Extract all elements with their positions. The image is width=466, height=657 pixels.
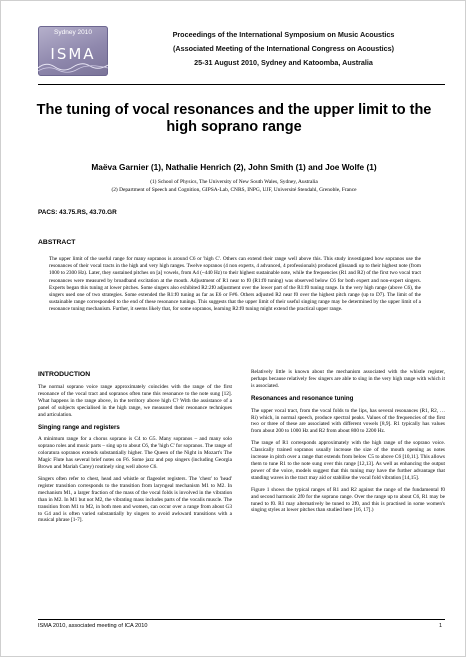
left-column (38, 384, 232, 529)
abstract-text: The upper limit of the useful range for many sopranos is around C6 or 'high C'. Others can extend their range well above this. This study investigated how sopranos use the resonances of their vocal tracts in the high and very high ranges. Twelve sopranos (4 non experts, 4 advanced, 4 professionals) produced glissandi up to their highest note (from 1000 to 2300 Hz). Later, they sustained pitches on [a] vowels, from A4 (~440 Hz) to their highest sustainable note, while the frequencies (R1 and R2) of the first two vocal tract resonances were measured by broadband excitation at the mouth. Adjustment of R1 near to f0 (R1:f0 tuning) was observed below C6 for both expert and non-expert singers. Experts began this tuning at lower pitches. Some singers also exhibited R2:2f0 adjustment over the lower part of the R1:f0 tuning range. In the very high range (above C6), the singers used one of two strategies. Some extended the R1:f0 tuning as far as E6 or F#6. Others adjusted R2 near f0 over the highest pitch range (up to D7). The limit of the sustainable range corresponded to the end of these resonance tunings. This suggests that the upper limit of their useful singing range may be determined by the upper limit of a resonance tuning mechanism. Further, it seems likely that, for some sopranos, learning R2:f0 tuning might extend the practical upper range. (49, 256, 421, 313)
paper-title: The tuning of vocal resonances and the upper limit to the high soprano range (36, 102, 432, 135)
header-dates: 25-31 August 2010, Sydney and Katoomba, Australia (194, 58, 373, 67)
whistle-paragraph: Relatively little is known about the mechanism associated with the whistle register, perhaps because relatively few singers are able to sing in the very high range with which it is associated. (251, 369, 445, 389)
intro-paragraph: The normal soprano voice range approximately coincides with the range of the first resonance of the vocal tract and sopranos often tune this resonance to the note sung [12]. What happens in the range above, in the territory above high C? With the assistance of a panel of subjects specialised in the high range, we measured their resonance techniques and articulation. (38, 384, 232, 418)
singing-paragraph-2: Singers often refer to chest, head and whistle or flageolet registers. The 'chest' to 'head' register transition corresponds to the transition from laryngeal mechanism M1 to M2. In mechanism M1, a larger fraction of the mass of the vocal folds is involved in the vibration than in M2. In M1 but not M2, the vibrating mass includes parts of the vocalis muscle. The transition from M1 to M2, in both men and women, can occur over a range from about G3 to G4 and is often varied substantially by singers to avoid awkward transitions with a musical phrase [1-7]. (38, 475, 232, 524)
right-column (251, 369, 445, 519)
pacs-codes: PACS: 43.75.RS, 43.70.GR (38, 209, 117, 216)
logo-city: Sydney 2010 (54, 29, 92, 36)
singing-range-heading: Singing range and registers (38, 423, 120, 431)
isma-logo (38, 26, 108, 76)
abstract-heading: ABSTRACT (38, 239, 76, 246)
header-associated: (Associated Meeting of the International Congress on Acoustics) (173, 44, 394, 53)
affiliation-2: (2) Department of Speech and Cognition, GIPSA-Lab, CNRS, INPG, UJF, Université Stendahl, Grenoble, France (111, 187, 357, 193)
page-number: 1 (439, 623, 443, 629)
resonance-paragraph-1: The upper vocal tract, from the vocal folds to the lips, has several resonances (R1, R2, … Ri) which, in normal speech, produce spectral peaks. Values of the frequencies of the first two or three of these are associated with different vowels [8,9]. R1 typically has values from about 200 to 1000 Hz and R2 from about 800 to 2200 Hz. (251, 407, 445, 435)
logo-wave-icon (38, 59, 108, 73)
affiliation-1: (1) School of Physics, The University of New South Wales, Sydney, Australia (150, 179, 318, 185)
resonance-paragraph-2: The range of R1 corresponds approximately with the high range of the soprano voice. Classically trained sopranos usually increase the size of the mouth opening as notes increase in pitch over a range that extends from below C5 to above C6 [10,11]. This allows them to tune R1 to the note sung over this range [12,13]. As well as enhancing the output power of the voice, models suggest that this tuning may have the further advantage that standing waves in the tract may aid or stabilise the vocal fold vibration [14,15]. (251, 440, 445, 481)
logo-mark: ISMA (50, 45, 96, 63)
singing-paragraph-1: A minimum range for a chorus soprano is C4 to G5. Many sopranos – and many solo soprano roles and music parts – sing up to about C6, the 'high C' for sopranos. The range of coloratura sopranos extends substantially higher. The Queen of the Night in Mozart's The Magic Flute has several brief notes on F6. Some jazz and pop singers (including Georgia Brown and Mariah Carey) routinely sing well above C6. (38, 436, 232, 471)
header-proceedings: Proceedings of the International Symposium on Music Acoustics (172, 30, 395, 39)
footer-rule (38, 619, 445, 620)
paper-authors: Maëva Garnier (1), Nathalie Henrich (2), John Smith (1) and Joe Wolfe (1) (91, 162, 377, 172)
header-rule (38, 84, 445, 85)
resonance-paragraph-3: Figure 1 shows the typical ranges of R1 and R2 against the range of the fundamental f0 and second harmonic 2f0 for the soprano range. Over the range up to about C6, R1 may be tuned to f0. R1 may alternatively be tuned to 2f0, and this is practised in some women's singing styles at lower pitches than studied here [16, 17].) (251, 486, 445, 514)
resonances-heading: Resonances and resonance tuning (251, 394, 354, 402)
intro-heading: INTRODUCTION (38, 371, 91, 378)
footer-text: ISMA 2010, associated meeting of ICA 2010 (38, 623, 148, 629)
